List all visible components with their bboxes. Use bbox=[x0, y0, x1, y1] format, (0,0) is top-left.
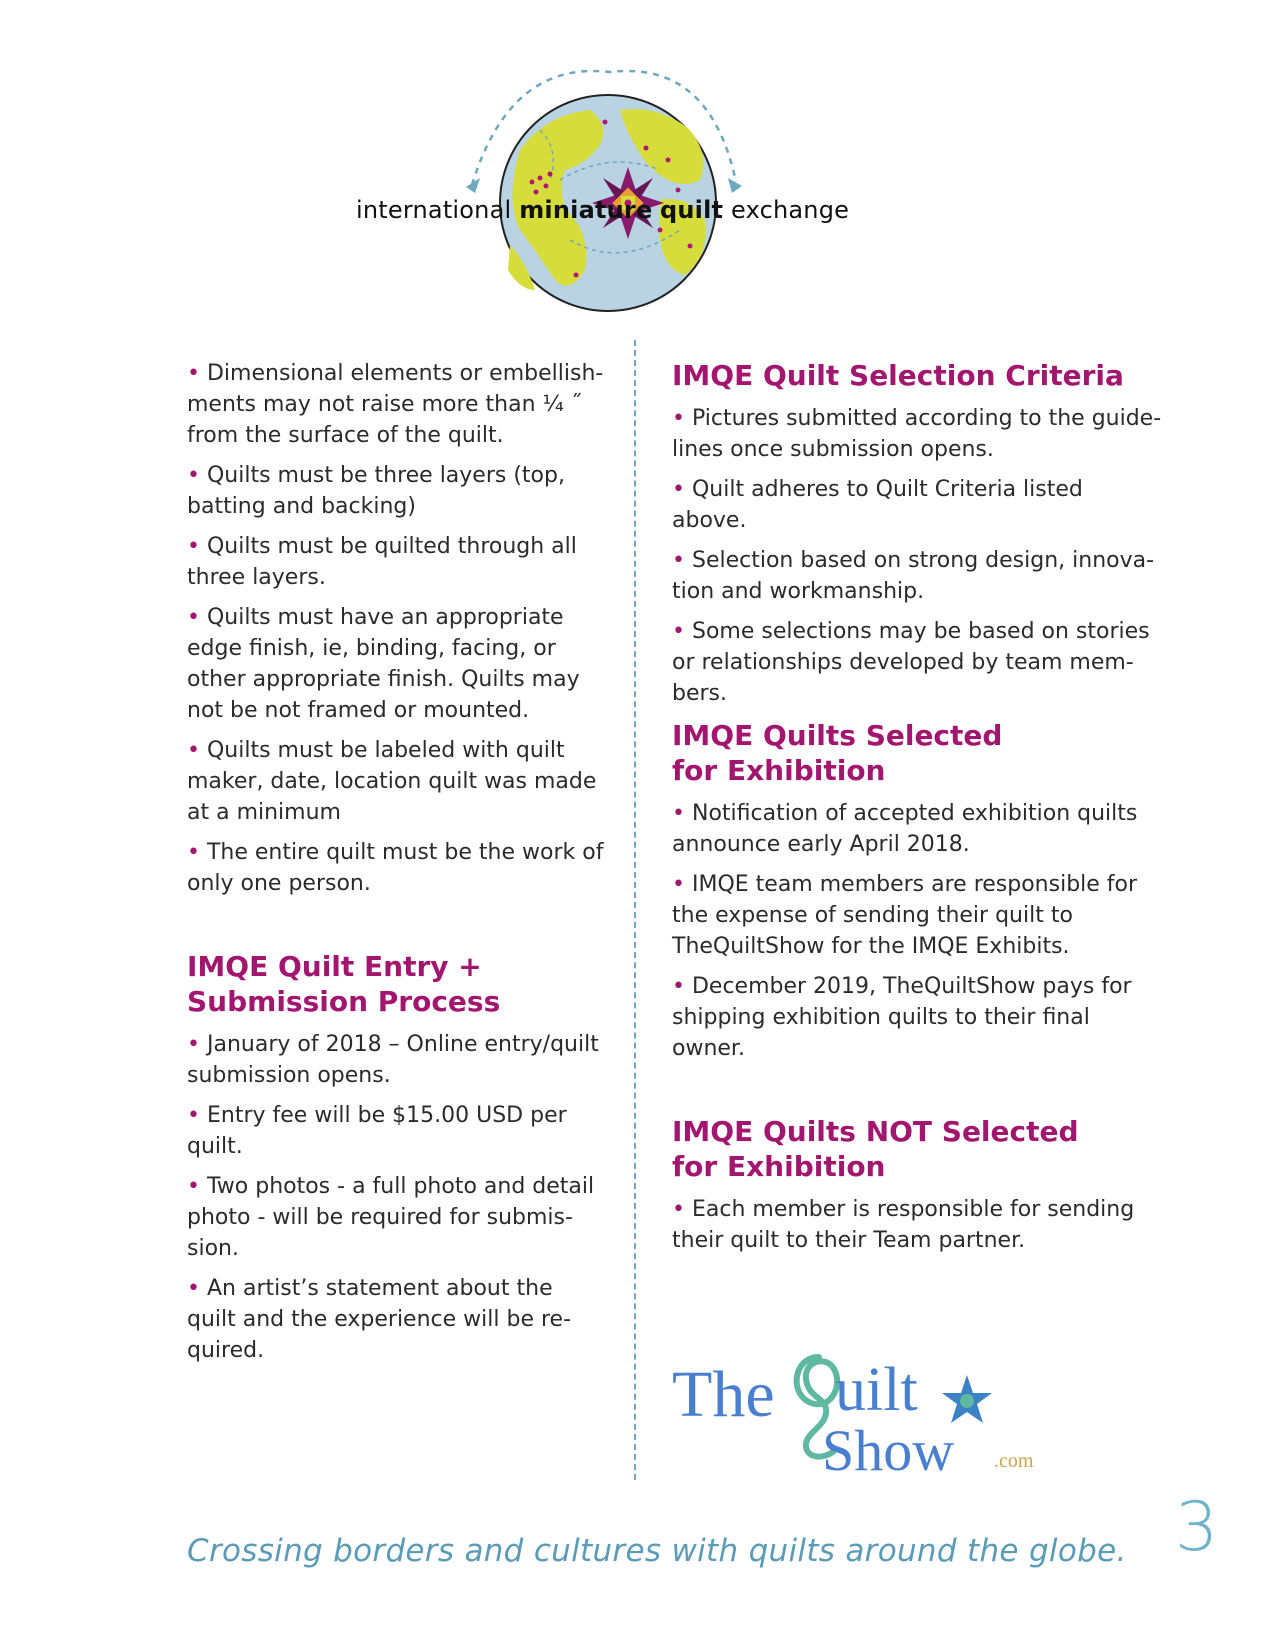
selection-bullet: • Quilt adheres to Quilt Criteria listed above. bbox=[672, 474, 1162, 536]
criteria-bullet: • Quilts must be quilted through all three layers. bbox=[187, 531, 607, 593]
entry-heading bbox=[187, 949, 607, 1019]
column-divider bbox=[634, 340, 636, 1480]
selected-bullet: • IMQE team members are responsible for the expense of sending their quilt to TheQuiltShow for the IMQE Exhibits. bbox=[672, 869, 1162, 962]
selected-heading bbox=[672, 718, 1162, 788]
entry-bullet: • January of 2018 – Online entry/quilt submission opens. bbox=[187, 1029, 607, 1091]
criteria-bullet: • Dimensional elements or embellish-ments may not raise more than ¼ ˝ from the surface of the quilt. bbox=[187, 358, 607, 451]
the-quilt-show-logo bbox=[672, 1355, 1072, 1483]
page-number: 3 bbox=[1175, 1488, 1219, 1567]
selection-criteria-heading: IMQE Quilt Selection Criteria bbox=[672, 359, 1124, 392]
right-column bbox=[672, 358, 1162, 1265]
criteria-bullet: • The entire quilt must be the work of only one person. bbox=[187, 837, 607, 899]
selection-bullet: • Pictures submitted according to the guide-lines once submission opens. bbox=[672, 403, 1162, 465]
left-column bbox=[187, 358, 607, 1375]
selected-heading-line1: IMQE Quilts Selected bbox=[672, 719, 1003, 752]
logo-word-quilt: quilt bbox=[660, 196, 724, 224]
logo-show: Show bbox=[822, 1418, 955, 1483]
entry-bullet: • An artist’s statement about the quilt and the experience will be re-quired. bbox=[187, 1273, 607, 1366]
imqe-logo bbox=[356, 70, 860, 335]
entry-bullet: • Two photos - a full photo and detail photo - will be required for submis-sion. bbox=[187, 1171, 607, 1264]
not-selected-bullet: • Each member is responsible for sending their quilt to their Team partner. bbox=[672, 1194, 1162, 1256]
selected-bullet: • Notification of accepted exhibition quilts announce early April 2018. bbox=[672, 798, 1162, 860]
selected-heading-line2: for Exhibition bbox=[672, 754, 886, 787]
entry-heading-line2: Submission Process bbox=[187, 985, 501, 1018]
logo-uilt: uilt bbox=[835, 1356, 918, 1424]
entry-heading-line1: IMQE Quilt Entry + bbox=[187, 950, 482, 983]
selection-bullet: • Selection based on strong design, innova-tion and workmanship. bbox=[672, 545, 1162, 607]
selected-bullet: • December 2019, TheQuiltShow pays for shipping exhibition quilts to their final owner. bbox=[672, 971, 1162, 1064]
logo-word-miniature: miniature bbox=[519, 196, 653, 224]
selection-bullet: • Some selections may be based on stories or relationships developed by team mem-bers. bbox=[672, 616, 1162, 709]
logo-the: The bbox=[672, 1358, 775, 1431]
criteria-bullet: • Quilts must be labeled with quilt maker, date, location quilt was made at a minimum bbox=[187, 735, 607, 828]
logo-text bbox=[356, 196, 652, 224]
logo-text-right bbox=[660, 196, 849, 224]
criteria-bullet: • Quilts must be three layers (top, batting and backing) bbox=[187, 460, 607, 522]
entry-bullet: • Entry fee will be $15.00 USD per quilt. bbox=[187, 1100, 607, 1162]
logo-com: .com bbox=[994, 1450, 1034, 1472]
logo-word-international: international bbox=[356, 196, 512, 224]
not-selected-heading-line1: IMQE Quilts NOT Selected bbox=[672, 1115, 1079, 1148]
logo-word-exchange: exchange bbox=[731, 196, 850, 224]
tagline: Crossing borders and cultures with quilts around the globe. bbox=[187, 1533, 1127, 1569]
criteria-bullet: • Quilts must have an appropriate edge finish, ie, binding, facing, or other appropriate finish. Quilts may not be not framed or mounted. bbox=[187, 602, 607, 726]
not-selected-heading bbox=[672, 1114, 1162, 1184]
not-selected-heading-line2: for Exhibition bbox=[672, 1150, 886, 1183]
